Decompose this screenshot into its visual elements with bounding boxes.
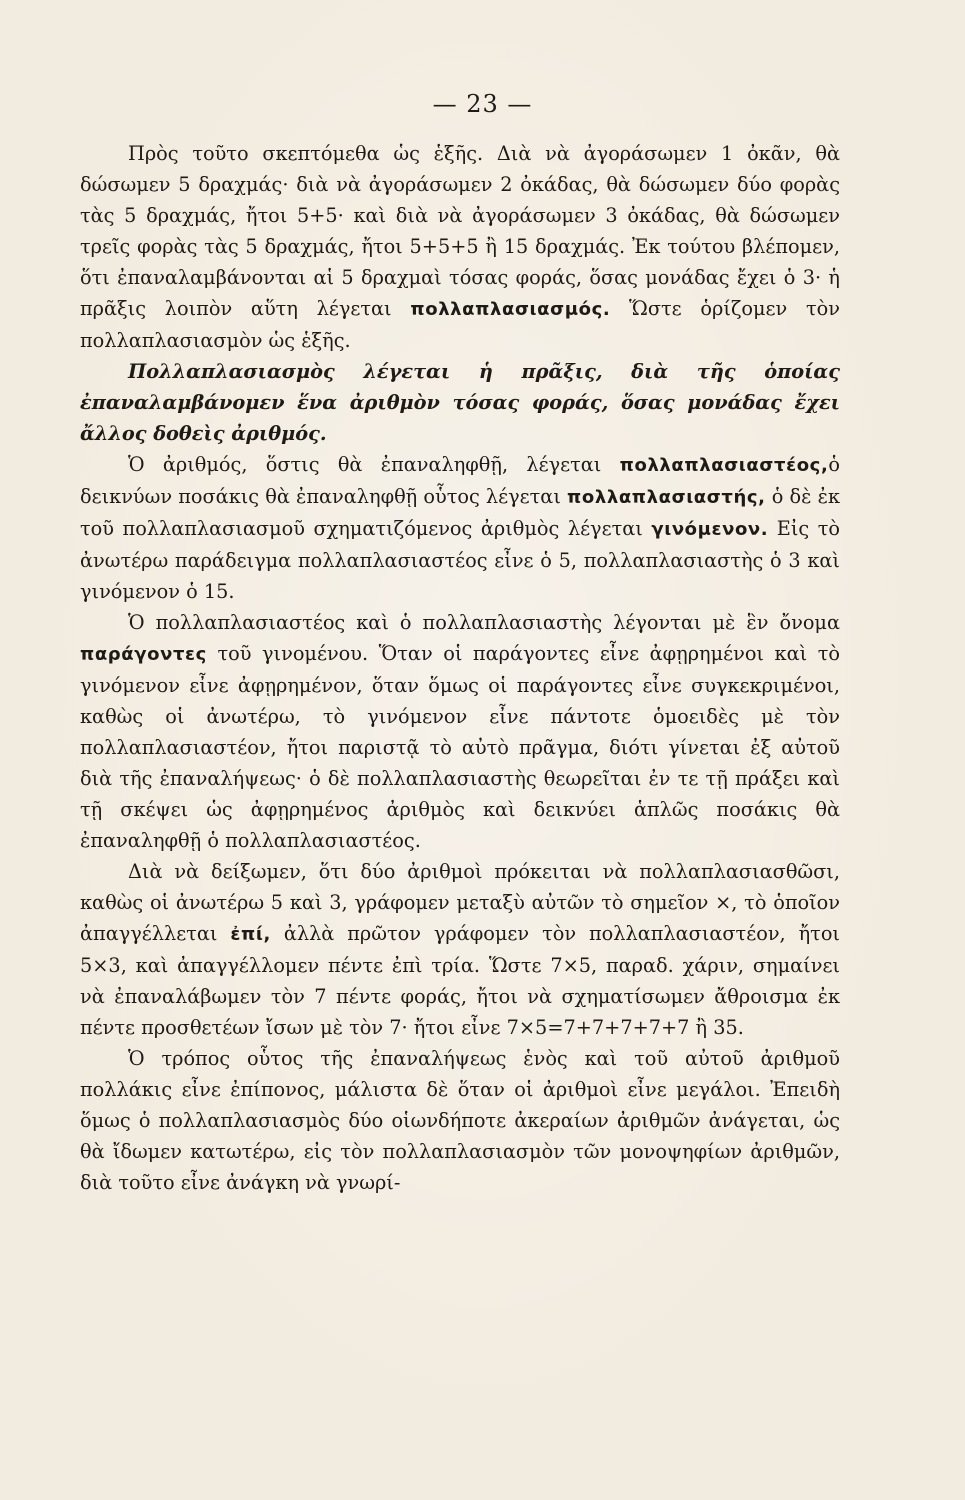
text-segment: Ὁ ἀριθμός, ὅστις θὰ ἐπαναληφθῇ, λέγεται bbox=[128, 453, 620, 476]
term-factors: παράγοντες bbox=[80, 644, 207, 665]
text-segment: Εἰς τὸ ἀνωτέρω παράδειγμα πολλαπλασιαστέος εἶνε ὁ 5, πολλαπλασιαστὴς ὁ 3 καὶ γινόμενον ὁ 15. bbox=[80, 517, 841, 603]
text-segment: τοῦ γινομένου. Ὅταν οἱ παράγοντες εἶνε ἀφῃρημένοι καὶ τὸ γινόμενον εἶνε ἀφῃρημένον, ὅταν ὅμως οἱ παράγοντες εἶνε συγκεκριμένοι, καθὼς οἱ ἀνωτέρω, τὸ γινόμενον εἶνε πάντοτε ὁμοειδὲς μὲ τὸν πολλαπλασιαστέον, ἤτοι παριστᾷ τὸ αὐτὸ πρᾶγμα, διότι γίνεται ἐξ αὐτοῦ διὰ τῆς ἐπαναλήψεως· ὁ δὲ πολλαπλασιαστὴς θεωρεῖται ἐν τε τῇ πράξει καὶ τῇ σκέψει ὡς ἀφῃρημένος ἀριθμὸς καὶ δεικνύει ἁπλῶς ποσάκις θὰ ἐπαναληφθῇ ὁ πολλαπλασιαστέος. bbox=[80, 642, 840, 852]
term-multiplier: πολλαπλασιαστής, bbox=[567, 487, 766, 508]
term-product: γινόμενον. bbox=[651, 519, 769, 540]
term-multiplication: πολλαπλασιασμός. bbox=[410, 299, 611, 320]
definition-multiplication bbox=[80, 356, 840, 449]
paragraph-terms bbox=[80, 449, 840, 607]
paragraph-notation bbox=[80, 856, 840, 1043]
text-segment: ὁ δεικνύων ποσάκις θὰ ἐπαναληφθῇ οὗτος λέγεται bbox=[80, 453, 840, 508]
page-number: — 23 — bbox=[432, 90, 533, 118]
text-segment: Ὁ τρόπος οὗτος τῆς ἐπαναλήψεως ἑνὸς καὶ τοῦ αὐτοῦ ἀριθμοῦ πολλάκις εἶνε ἐπίπονος, μάλιστα δὲ ὅταν οἱ ἀριθμοὶ εἶνε μεγάλοι. Ἐπειδὴ ὅμως ὁ πολλαπλασιασμὸς δύο οἱωνδήποτε ἀκεραίων ἀριθμῶν ἀνάγεται, ὡς θὰ ἴδωμεν κατωτέρω, εἰς τὸν πολλαπλασιασμὸν τῶν μονοψηφίων ἀριθμῶν, διὰ τοῦτο εἶνε ἀνάγκη νὰ γνωρί- bbox=[80, 1047, 840, 1194]
text-segment: Διὰ νὰ δείξωμεν, ὅτι δύο ἀριθμοὶ πρόκειται νὰ πολλαπλασιασθῶσι, καθὼς οἱ ἀνωτέρω 5 καὶ 3, γράφομεν μεταξὺ αὐτῶν τὸ σημεῖον ×, τὸ ὁποῖον ἀπαγγέλλεται bbox=[80, 860, 840, 945]
text-segment: Ὁ πολλαπλασιαστέος καὶ ὁ πολλαπλασιαστὴς λέγονται μὲ ἓν ὄνομα bbox=[128, 611, 840, 634]
text-segment: ἀλλὰ πρῶτον γράφομεν τὸν πολλαπλασιαστέον, ἤτοι 5×3, καὶ ἀπαγγέλλομεν πέντε ἐπὶ τρία. Ὥστε 7×5, παραδ. χάριν, σημαίνει νὰ ἐπαναλάβωμεν τὸν 7 πέντε φοράς, ἤτοι νὰ σχηματίσωμεν ἄθροισμα ἐκ πέντε προσθετέων ἴσων μὲ τὸν 7· ἤτοι εἶνε 7×5=7+7+7+7+7 ἢ 35. bbox=[80, 922, 840, 1039]
body-text bbox=[80, 138, 840, 1198]
text-segment: Πρὸς τοῦτο σκεπτόμεθα ὡς ἑξῆς. Διὰ νὰ ἀγοράσωμεν 1 ὀκᾶν, θὰ δώσωμεν 5 δραχμάς· διὰ νὰ ἀγοράσωμεν 2 ὀκάδας, θὰ δώσωμεν δύο φορὰς τὰς 5 δραχμάς, ἤτοι 5+5· καὶ διὰ νὰ ἀγοράσωμεν 3 ὀκάδας, θὰ δώσωμεν τρεῖς φορὰς τὰς 5 δραχμάς, ἤτοι 5+5+5 ἢ 15 δραχμάς. Ἐκ τούτου βλέπομεν, ὅτι ἐπαναλαμβάνονται αἱ 5 δραχμαὶ τόσας φοράς, ὅσας μονάδας ἔχει ὁ 3· ἡ πρᾶξις λοιπὸν αὕτη λέγεται bbox=[80, 142, 840, 320]
paragraph-method bbox=[80, 1043, 840, 1198]
text-segment: ὁ δὲ ἐκ τοῦ πολλαπλασιασμοῦ σχηματιζόμενος ἀριθμὸς λέγεται bbox=[80, 485, 840, 540]
paragraph-intro bbox=[80, 138, 840, 356]
text-segment: Ὥστε ὁρίζομεν τὸν πολλαπλασιασμὸν ὡς ἑξῆς. bbox=[80, 297, 840, 352]
term-multiplicand: πολλαπλασιαστέος, bbox=[619, 455, 829, 476]
paragraph-factors bbox=[80, 607, 840, 856]
definition-text: Πολλαπλασιασμὸς λέγεται ἡ πρᾶξις, διὰ τῆς ὁποίας ἐπαναλαμβάνομεν ἕνα ἀριθμὸν τόσας φοράς, ὅσας μονάδας ἔχει ἄλλος δοθεὶς ἀριθμός. bbox=[80, 360, 840, 445]
term-times: ἐπί, bbox=[230, 924, 271, 945]
